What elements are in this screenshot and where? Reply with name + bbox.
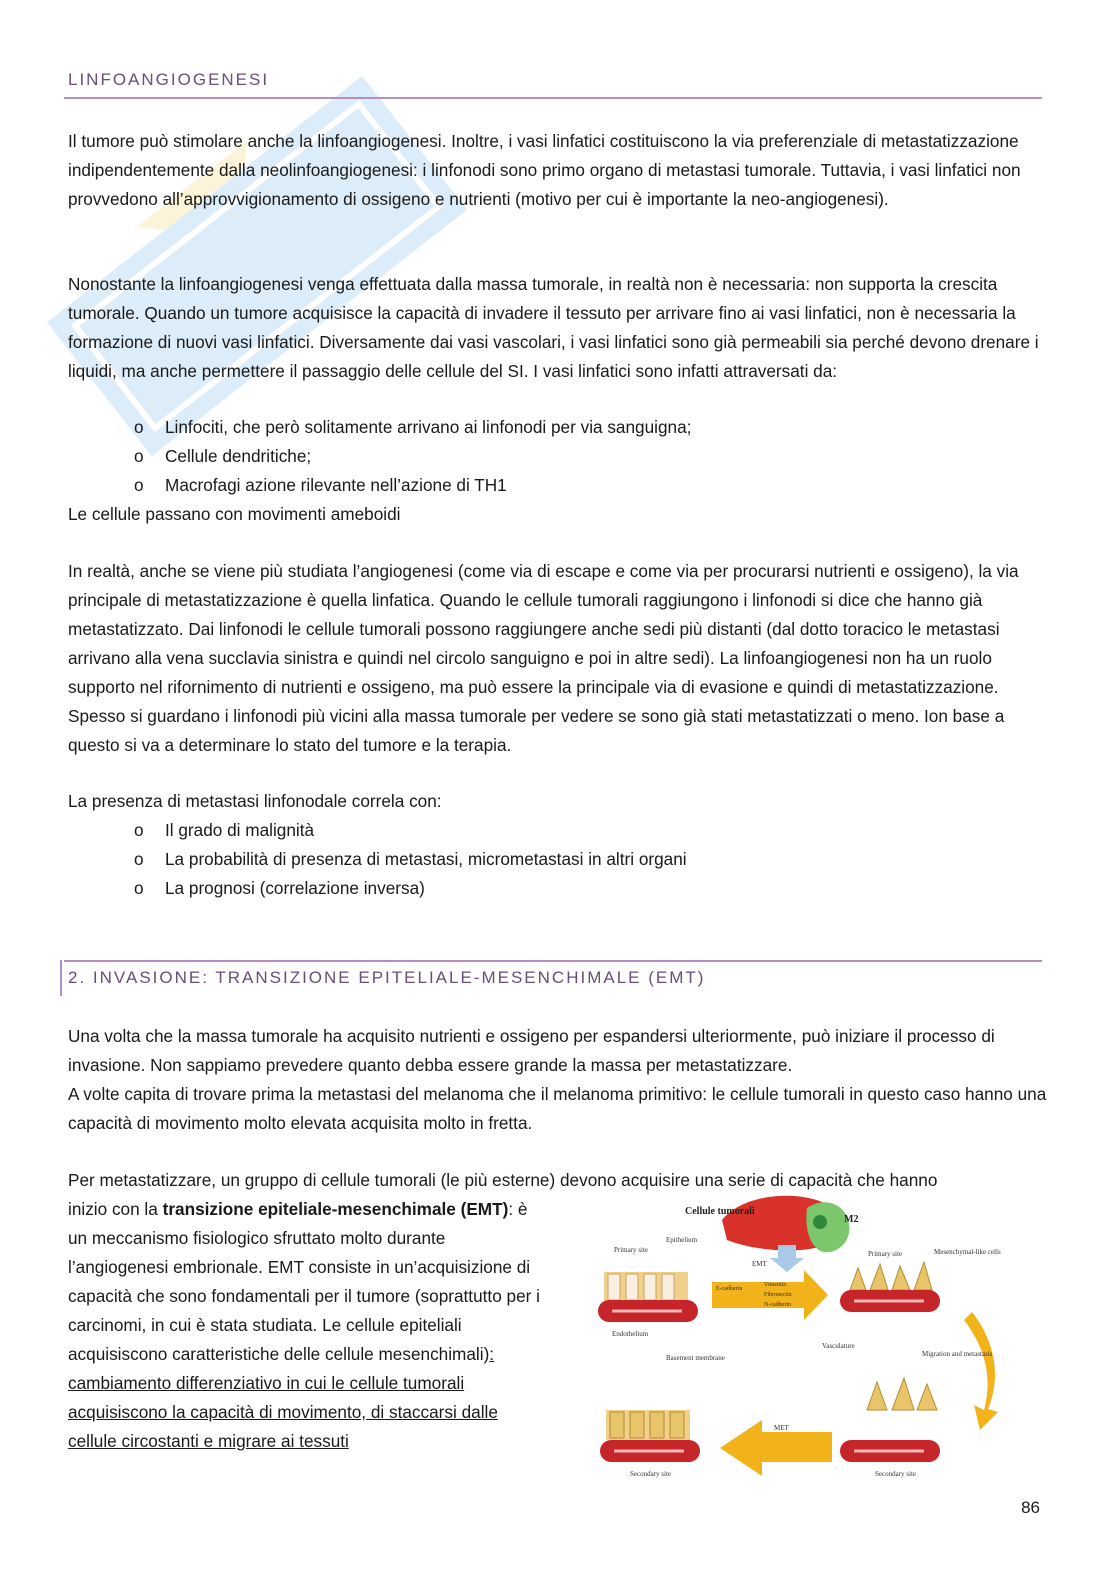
emt-term: transizione epiteliale-mesenchimale (EMT) xyxy=(162,1199,509,1219)
bullet-icon: o xyxy=(134,446,144,466)
paragraph: Nonostante la linfoangiogenesi venga effettuata dalla massa tumorale, in realtà non è necessaria: non supporta la crescita tumorale. Quando un tumore acquisisce la capacità di invadere il tessuto per arrivare fino ai vasi linfatici, non è necessaria la formazione di nuovi vasi linfatici. Diversamente dai vasi vascolari, i vasi linfatici sono già permeabili sia perché devono drenare i liquidi, ma anche permettere il passaggio delle cellule del SI. I vasi linfatici sono infatti attraversati da: xyxy=(68,274,1039,381)
figure-label: Vasculature xyxy=(822,1342,855,1350)
figure-label: Basement membrane xyxy=(666,1354,725,1362)
paragraph: Per metastatizzare, un gruppo di cellule tumorali (le più esterne) devono acquisire una serie di capacità che hanno xyxy=(68,1170,938,1190)
list-item: o Linfociti, che però solitamente arrivano ai linfonodi per via sanguigna; xyxy=(68,413,1048,442)
bullet-icon: o xyxy=(134,417,144,437)
heading-rule xyxy=(64,97,1042,99)
bullet-icon: o xyxy=(134,820,144,840)
bullet-list xyxy=(68,816,1048,903)
figure-label: Mesenchymal-like cells xyxy=(934,1248,1001,1256)
figure-label: Secondary site xyxy=(630,1470,672,1478)
underlined-text: : cambiamento differenziativo in cui le cellule tumorali acquisiscono la capacità di movimento, di staccarsi dalle cellule circostanti e migrare ai tessuti xyxy=(68,1344,498,1451)
paragraph-wrapped: inizio con la transizione epiteliale-mesenchimale (EMT): è un meccanismo fisiologico sfruttato molto durante l’angiogenesi embrionale. EMT consiste in un’acquisizione di capacità che sono fondamentali per il tumore (soprattutto per i carcinomi, in cui è stata studiata. Le cellule epiteliali acquisiscono caratteristiche delle cellule mesenchimali): cambiamento differenziativo in cui le cellule tumorali acquisiscono la capacità di movimento, di staccarsi dalle cellule circostanti e migrare ai tessuti xyxy=(68,1199,540,1451)
heading-left-border xyxy=(60,960,62,996)
figure-label: Migration and metastasis xyxy=(922,1350,993,1358)
marker-label: E-cadherin xyxy=(716,1286,743,1292)
heading-rule xyxy=(64,960,1042,962)
section-heading-linfoangiogenesi: LINFOANGIOGENESI xyxy=(68,70,270,89)
figure-label: MET xyxy=(774,1424,789,1432)
figure-label: Endothelium xyxy=(612,1330,649,1338)
bullet-icon: o xyxy=(134,878,144,898)
marker-label: N-cadherin xyxy=(764,1302,791,1308)
list-item: o Il grado di malignità xyxy=(68,816,1048,845)
paragraph: Il tumore può stimolare anche la linfoangiogenesi. Inoltre, i vasi linfatici costituiscono la via preferenziale di metastatizzazione indipendentemente dalla neolinfoangiogenesi: i linfonodi sono primo organo di metastasi tumorale. Tuttavia, i vasi linfatici non provvedono all’approvvigionamento di ossigeno e nutrienti (motivo per cui è importante la neo-angiogenesi). xyxy=(68,131,1021,209)
paragraph: La presenza di metastasi linfonodale correla con: xyxy=(68,791,442,811)
figure-label: Primary site xyxy=(614,1246,649,1254)
bullet-list xyxy=(68,413,1048,500)
paragraph: Le cellule passano con movimenti ameboidi xyxy=(68,504,401,524)
list-item: o La prognosi (correlazione inversa) xyxy=(68,874,1048,903)
section-heading-invasione: 2. INVASIONE: TRANSIZIONE EPITELIALE-MESENCHIMALE (EMT) xyxy=(68,968,706,987)
marker-label: Vimentin xyxy=(764,1282,787,1288)
paragraph: Una volta che la massa tumorale ha acquisito nutrienti e ossigeno per espandersi ulteriormente, può iniziare il processo di invasione. Non sappiamo prevedere quanto debba essere grande la massa per metastatizzare. xyxy=(68,1026,995,1075)
paragraph: A volte capita di trovare prima la metastasi del melanoma che il melanoma primitivo: le cellule tumorali in questo caso hanno una capacità di movimento molto elevata acquisita molto in fretta. xyxy=(68,1084,1047,1133)
figure-label-cellule: Cellule tumorali xyxy=(685,1206,755,1217)
list-item: o La probabilità di presenza di metastasi, micrometastasi in altri organi xyxy=(68,845,1048,874)
marker-label: Fibronectin xyxy=(764,1292,792,1298)
list-item: o Cellule dendritiche; xyxy=(68,442,1048,471)
figure-label: Secondary site xyxy=(875,1470,917,1478)
figure-label: Epithelium xyxy=(666,1236,698,1244)
figure-label: Primary site xyxy=(868,1250,903,1258)
list-item: o Macrofagi azione rilevante nell’azione di TH1 xyxy=(68,471,1048,500)
migration-arrow xyxy=(964,1312,998,1430)
bullet-icon: o xyxy=(134,475,144,495)
paragraph: In realtà, anche se viene più studiata l’angiogenesi (come via di escape e come via per procurarsi nutrienti e ossigeno), la via principale di metastatizzazione è quella linfatica. Quando le cellule tumorali raggiungono i linfonodi si dice che hanno già metastatizzato. Dai linfonodi le cellule tumorali possono raggiungere anche sedi più distanti (dal dotto toracico le metastasi arrivano alla vena succlavia sinistra e quindi nel circolo sanguigno e poi in altre sedi). La linfoangiogenesi non ha un ruolo supporto nel rifornimento di nutrienti e ossigeno, ma può essere la principale via di evasione e quindi di metastatizzazione. Spesso si guardano i linfonodi più vicini alla massa tumorale per vedere se sono già stati metastatizzati o meno. Ion base a questo si va a determinare lo stato del tumore e la terapia. xyxy=(68,561,1019,755)
page-number: 86 xyxy=(1021,1498,1040,1517)
emt-figure xyxy=(592,1190,1012,1490)
figure-label: EMT xyxy=(752,1260,767,1268)
bullet-icon: o xyxy=(134,849,144,869)
figure-label-m2: M2 xyxy=(844,1214,859,1225)
